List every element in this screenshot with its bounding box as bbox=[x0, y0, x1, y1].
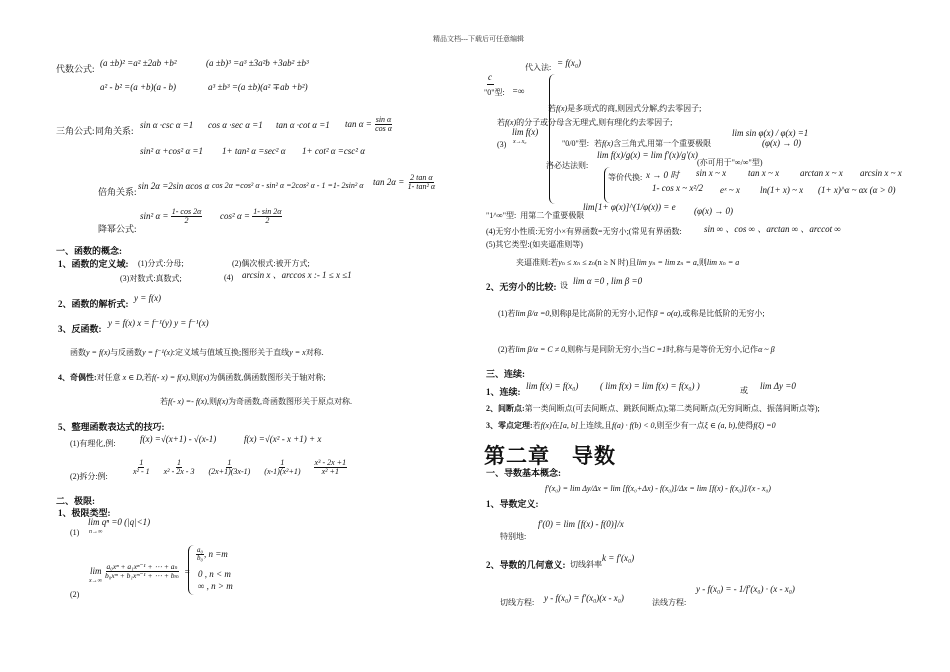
equiv-tan: tan x ~ x bbox=[748, 168, 780, 178]
equiv-power: (1+ x)^α ~ αx (α > 0) bbox=[818, 185, 896, 195]
formula-diff-squares: a² - b² =(a +b)(a - b) bbox=[100, 82, 177, 92]
power-cos: cos² α = $\frac{1- \sin 2\alpha}{2}$ bbox=[220, 207, 282, 226]
squeeze-rule: 夹逼准则:若yₙ ≤ xₙ ≤ zₙ(n ≥ N 时)且lim yₙ = lim zₙ = a,则lim xₙ = a bbox=[516, 258, 740, 267]
normal-label: 法线方程: bbox=[652, 598, 687, 607]
second-important-limit: lim[1+ φ(x)]^(1/φ(x)) = e bbox=[583, 202, 676, 212]
equiv-exp: eˣ ~ x bbox=[720, 185, 740, 195]
double-cos: cos 2α =cos² α - sin² α =2cos² α - 1 =1- 2sin² α bbox=[212, 181, 364, 190]
equiv-arctan: arctan x ~ x bbox=[800, 168, 843, 178]
trig-label: 三角公式: bbox=[56, 126, 95, 136]
lhopital-formula: lim f(x)/g(x) = lim f'(x)/g'(x) bbox=[597, 150, 698, 160]
pythag-identity-1: sin² α +cos² α =1 bbox=[140, 146, 203, 156]
tan-definition: tan α = $\frac{\text{sin α}}{\text{cos α}}$ bbox=[345, 115, 392, 134]
geometric-meaning-heading: 2、导数的几何意义: bbox=[486, 560, 566, 570]
split-example: $\frac{1}{\text{(x-1)(x²+1)}}$ bbox=[264, 458, 301, 477]
double-angle-label: 倍角关系: bbox=[98, 187, 137, 197]
formula-sum-cubes: a³ ±b³ =(a ±b)(a² ∓ab +b²) bbox=[208, 82, 308, 92]
parity-even: 4、奇偶性:对任意 x ∈ D,若f(- x) = f(x),则f(x)为偶函数,偶函数图形关于轴对称; bbox=[58, 373, 326, 382]
case-greater: ∞ , n > m bbox=[198, 581, 233, 591]
slope-formula: k = f'(x₀) bbox=[602, 553, 635, 563]
pythag-identity-3: 1+ cot² α =csc² α bbox=[302, 146, 365, 156]
equiv-arcsin: arcsin x ~ x bbox=[860, 168, 902, 178]
substitution-formula: = f(x₀) bbox=[557, 58, 581, 68]
limit-00-prefix: (3) bbox=[497, 140, 507, 149]
indeterminate-c: c bbox=[488, 72, 492, 82]
chapter-title: 第二章 导数 bbox=[484, 444, 616, 468]
section-derivative-concepts: 一、导数基本概念: bbox=[486, 468, 561, 478]
tangent-equation: y - f(x₀) = f'(x₀)(x - x₀) bbox=[544, 593, 624, 603]
split-example: $\frac{1}{\text{x² - 1}}$ bbox=[133, 458, 150, 477]
power-reduction-label: 降幂公式: bbox=[98, 224, 137, 234]
recip-sin-csc: sin α ·csc α =1 bbox=[140, 120, 194, 130]
continuity-heading: 1、连续: bbox=[486, 387, 521, 397]
equiv-ln: ln(1+ x) ~ x bbox=[760, 185, 804, 195]
limit-geometric-sub: n→∞ bbox=[89, 529, 103, 535]
infinitesimal-property: (4)无穷小性质:无穷小×有界函数=无穷小;(常见有界函数: bbox=[486, 227, 682, 236]
second-important-limit-cond: (φ(x) → 0) bbox=[694, 206, 733, 216]
limit-rational-fraction: $\frac{\text{a₀xⁿ + a₁xⁿ⁻¹ + ⋯ + aₙ}}{\text{b₀xᵐ + b₁xᵐ⁻¹ + ⋯ + bₘ}}$ = bbox=[105, 561, 191, 580]
domain-even-root: (2)偶次根式:被开方式; bbox=[232, 259, 310, 268]
continuity-def-1: lim f(x) = f(x₀) bbox=[526, 381, 579, 391]
equiv-sin: sin x ~ x bbox=[696, 168, 727, 178]
first-important-limit-cond: (φ(x) → 0) bbox=[762, 138, 801, 148]
domain-log: (3)对数式:真数式; bbox=[120, 274, 182, 283]
limit-types-heading: 1、极限类型: bbox=[58, 508, 111, 518]
algebra-label: 代数公式: bbox=[56, 64, 95, 74]
polynomial-rule: 若f(x)是多项式的商,则因式分解,约去零因子; bbox=[548, 104, 702, 113]
domain-heading: 1、函数的定义域: bbox=[58, 259, 129, 269]
lhopital-label: 洛必达法则: bbox=[546, 161, 589, 170]
split-example: $\frac{\text{x³ - 2x +1}}{\text{x² +1}}$ bbox=[314, 458, 347, 477]
tangent-label: 切线方程: bbox=[500, 598, 535, 607]
limit-type1-label: (1) bbox=[70, 528, 80, 537]
cases-brace bbox=[188, 545, 195, 595]
formula-cube: (a ±b)³ =a³ ±3a²b +3ab² ±b³ bbox=[206, 58, 309, 68]
discontinuity: 2、间断点:第一类间断点(可去间断点、跳跃间断点);第二类间断点(无穷间断点、振荡间断点等); bbox=[486, 404, 820, 413]
equiv-cond: x → 0 时 bbox=[646, 170, 680, 180]
compare-higher: (1)若lim β/α =0,则称β是比高阶的无穷小,记作β = o(α),或称是比低阶的无穷小; bbox=[498, 309, 765, 318]
recip-cos-sec: cos α ·sec α =1 bbox=[208, 120, 263, 130]
first-important-limit: lim sin φ(x) / φ(x) =1 bbox=[732, 128, 809, 138]
limit-rational-sub: x→∞ bbox=[89, 578, 102, 584]
inverse-note: 函数y = f(x)与反函数y = f⁻¹(x):定义域与值域互换;图形关于直线y = x对称. bbox=[70, 348, 324, 357]
infinitesimal-compare-def: lim α =0 , lim β =0 bbox=[573, 276, 643, 286]
normal-equation: y - f(x₀) = - 1/f'(x₀) · (x - x₀) bbox=[696, 584, 795, 594]
limit-type2-label: (2) bbox=[70, 590, 80, 599]
infinitesimal-compare-set: 设 bbox=[560, 281, 568, 290]
tips-split-label: (2)拆分:例: bbox=[70, 472, 108, 481]
domain-arc: arcsin x 、arccos x :- 1 ≤ x ≤1 bbox=[242, 270, 352, 280]
analytic-heading: 2、函数的解析式: bbox=[58, 299, 129, 309]
tips-heading: 5、整理函数表达式的技巧: bbox=[58, 422, 165, 432]
reciprocal-label: 同角关系: bbox=[95, 126, 134, 136]
double-tan: tan 2α = $\frac{\text{2 tan α}}{\text{1- tan² α}}$ bbox=[373, 173, 436, 192]
limit-00-sub: x→x₀ bbox=[513, 139, 527, 145]
derivative-definition-heading: 1、导数定义: bbox=[486, 499, 539, 509]
methods-brace bbox=[549, 74, 556, 204]
one-inf-label: "1^∞"型: 用第二个重要极限 bbox=[486, 211, 585, 220]
domain-fraction: (1)分式:分母; bbox=[138, 259, 184, 268]
limit-rational-lim: lim bbox=[90, 566, 102, 576]
zero-theorem: 3、零点定理:若f(x)在[a, b]上连续,且f(a) · f(b) < 0,则至少有一点ξ ∈ (a, b),使得f(ξ) =0 bbox=[486, 421, 776, 430]
tips-rationalize-ex2: f(x) =√(x² - x +1) + x bbox=[244, 434, 322, 444]
domain-arc-prefix: (4) bbox=[224, 273, 234, 282]
continuity-def-3: lim Δy =0 bbox=[760, 381, 796, 391]
recip-tan-cot: tan α ·cot α =1 bbox=[276, 120, 330, 130]
pythag-identity-2: 1+ tan² α =sec² α bbox=[222, 146, 286, 156]
split-example: $\frac{1}{(2x+1)(3x-1)}$ bbox=[208, 458, 251, 477]
inverse-heading: 3、反函数: bbox=[58, 324, 102, 334]
tips-rationalize-ex1: f(x) =√(x+1) - √(x-1) bbox=[140, 434, 217, 444]
equiv-cos: 1- cos x ~ x²/2 bbox=[652, 183, 704, 193]
equiv-label: 等价代换: bbox=[608, 173, 643, 182]
bounded-functions: sin ∞ 、cos ∞ 、arctan ∞ 、arccot ∞ bbox=[704, 224, 841, 234]
indeterminate-inf: =∞ bbox=[512, 86, 525, 96]
power-sin: sin² α = $\frac{1- \cos 2\alpha}{2}$ bbox=[140, 207, 202, 226]
split-example: $\frac{1}{\text{x² - 2x - 3}}$ bbox=[163, 458, 195, 477]
indeterminate-bar bbox=[487, 84, 494, 85]
type-00-label: "0/0"型: bbox=[562, 139, 589, 148]
lhopital-note: (亦可用于"∞/∞"型) bbox=[697, 158, 763, 167]
tips-split-examples bbox=[132, 459, 347, 477]
compare-same: (2)若lim β/α = C ≠ 0,则称与是同阶无穷小;当C =1时,称与是等价无穷小,记作α ~ β bbox=[498, 345, 775, 354]
inverse-formula: y = f(x) x = f⁻¹(y) y = f⁻¹(x) bbox=[108, 318, 209, 328]
section-continuity: 三、连续: bbox=[486, 369, 525, 379]
page-header: 精品文档---下载后可任意编辑 bbox=[433, 35, 524, 43]
case-equal: $\frac{\text{a₀}}{\text{b₀}}$ , n =m bbox=[197, 546, 228, 563]
continuity-or: 或 bbox=[740, 386, 748, 395]
limit-geometric: lim qⁿ =0 (|q|<1) bbox=[88, 517, 151, 527]
limit-00: lim f(x) bbox=[512, 127, 539, 137]
tips-rationalize-label: (1)有理化,例: bbox=[70, 439, 116, 448]
formula-square: (a ±b)² =a² ±2ab +b² bbox=[100, 58, 177, 68]
other-types: (5)其它类型:(如夹逼准则等) bbox=[486, 240, 583, 249]
rational-rule: 若f(x)的分子或分母含无理式,则有理化约去零因子; bbox=[497, 118, 673, 127]
slope-label: 切线斜率 bbox=[570, 560, 602, 569]
case-less: 0 , n < m bbox=[198, 569, 231, 579]
derivative-special: f'(0) = lim [f(x) - f(0)]/x bbox=[538, 519, 624, 529]
derivative-definition: f'(x₀) = lim Δy/Δx = lim [f(x₀+Δx) - f(x₀)]/Δx = lim [f(x) - f(x₀)]/(x - x₀) bbox=[545, 484, 771, 493]
double-sin: sin 2α =2sin αcos α bbox=[138, 181, 210, 191]
analytic-formula: y = f(x) bbox=[134, 293, 162, 303]
infinitesimal-compare-heading: 2、无穷小的比较: bbox=[486, 282, 557, 292]
continuity-def-2: ( lim f(x) = lim f(x) = f(x₀) ) bbox=[600, 381, 700, 391]
section-function-concept: 一、函数的概念: bbox=[56, 246, 122, 256]
trig-rule: 若f(x)含三角式,用第一个重要极限 bbox=[594, 139, 712, 148]
section-limits: 二、极限: bbox=[56, 496, 95, 506]
parity-odd: 若f(- x) =- f(x),则f(x)为奇函数,奇函数图形关于原点对称. bbox=[160, 397, 353, 406]
substitution-label: 代入法: bbox=[525, 63, 552, 72]
indeterminate-zero: "0"型: bbox=[484, 88, 505, 97]
derivative-special-label: 特别地: bbox=[500, 532, 527, 541]
